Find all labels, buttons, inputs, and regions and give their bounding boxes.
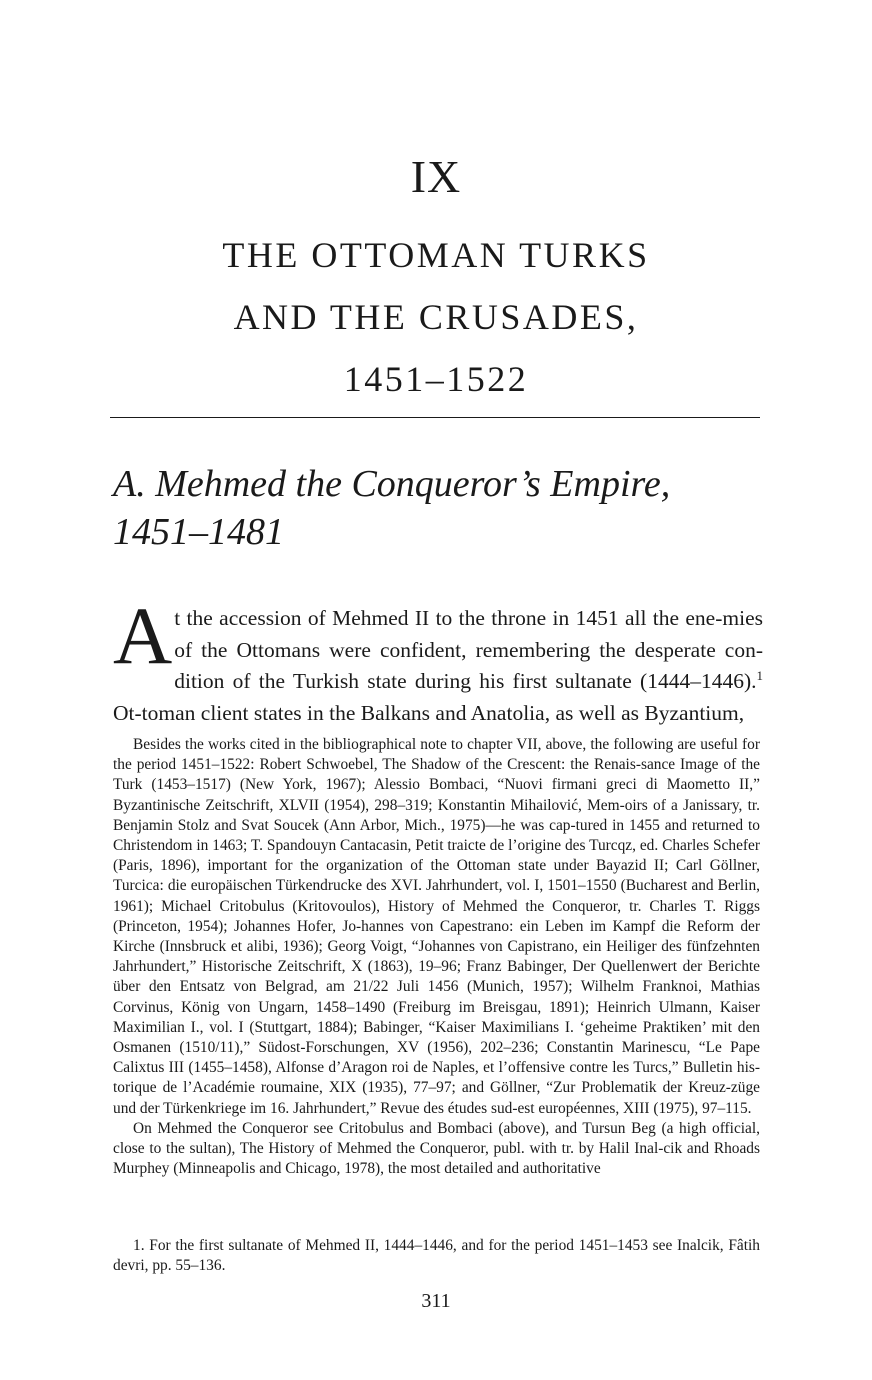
drop-cap: A bbox=[113, 590, 173, 681]
chapter-title-line-3: 1451–1522 bbox=[343, 359, 529, 399]
section-title bbox=[113, 460, 763, 556]
chapter-title bbox=[0, 224, 872, 410]
bibliographical-note-paragraph-1: Besides the works cited in the bibliographical note to chapter VII, above, the following are useful for the period 1451–1522: Robert Schwoebel, The Shadow of the Crescent: the Renais-sance Image of the Turk (1453–1517) (New York, 1967); Alessio Bombaci, “Nuovi firmani greci di Maometto II,” Byzantinische Zeitschrift, XLVII (1954), 298–319; Konstantin Mihailović, Mem-oirs of a Janissary, tr. Benjamin Stolz and Svat Soucek (Ann Arbor, Mich., 1975)—he was cap-tured in 1455 and returned to Christendom in 1463; T. Spandouyn Cantacasin, Petit traicte de l’origine des Turcqz, ed. Charles Schefer (Paris, 1896), important for the organization of the Ottoman state under Bayazid II; Carl Göllner, Turcica: die europäischen Türkendrucke des XVI. Jahrhundert, vol. I, 1501–1550 (Bucharest and Berlin, 1961); Michael Critobulus (Kritovoulos), History of Mehmed the Conqueror, tr. Charles T. Riggs (Princeton, 1954); Johannes Hofer, Jo-hannes von Capestrano: ein Leben im Kampf die Reform der Kirche (Innsbruck et alibi, 1936); Georg Voigt, “Johannes von Capistrano, ein Heiliger des fünfzehnten Jahrhundert,” Historische Zeitschrift, X (1863), 19–96; Franz Babinger, Der Quellenwert der Berichte über den Entsatz von Belgrad, am 21/22 Juli 1456 (Munich, 1957); Wilhelm Franknoi, Mathias Corvinus, König von Ungarn, 1458–1490 (Freiburg im Breisgau, 1891); Heinrich Ulmann, Kaiser Maximilian I., vol. I (Stuttgart, 1884); Babinger, “Kaiser Maximilians I. ‘geheime Praktiken’ mit den Osmanen (1510/11),” Südost-Forschungen, XV (1956), 202–236; Constantin Marinescu, “Le Pape Calixtus III (1455–1458), Alfonse d’Aragon roi de Naples, et l’offensive contre les Turcs,” Bulletin his-torique de l’Académie roumaine, XIX (1935), 77–97; and Göllner, “Zur Problematik der Kreuz-züge und der Türkenkriege im 16. Jahrhundert,” Revue des études sud-est européennes, XIII (1975), 97–115. bbox=[113, 736, 760, 1117]
section-title-line-2: 1451–1481 bbox=[113, 511, 284, 553]
body-text: t the accession of Mehmed II to the throne in 1451 all the ene-mies of the Ottomans were confident, remembering the desperate con-dition of the Turkish state during his first sultanate (1444–1446). bbox=[174, 606, 763, 693]
bibliographical-note-paragraph-2: On Mehmed the Conqueror see Critobulus and Bombaci (above), and Tursun Beg (a high official, close to the sultan), The History of Mehmed the Conqueror, publ. with tr. by Halil Inal-cik and Rhoads Murphey (Minneapolis and Chicago, 1978), the most detailed and authoritative bbox=[113, 1119, 760, 1178]
bibliographical-note bbox=[113, 735, 760, 1179]
section-title-line-1: A. Mehmed the Conqueror’s Empire, bbox=[113, 463, 671, 505]
footnote-text: For the first sultanate of Mehmed II, 1444–1446, and for the period 1451–1453 see Inalcik, Fâtih devri, pp. 55–136. bbox=[113, 1237, 760, 1275]
title-divider bbox=[110, 417, 760, 418]
footnote-reference[interactable]: 1 bbox=[756, 667, 763, 683]
body-text-continued: Ot-toman client states in the Balkans and Anatolia, as well as Byzantium, bbox=[113, 700, 745, 725]
chapter-title-line-1: THE OTTOMAN TURKS bbox=[222, 235, 650, 275]
chapter-number: IX bbox=[410, 151, 462, 202]
chapter-title-line-2: AND THE CRUSADES, bbox=[233, 297, 639, 337]
page-number: 311 bbox=[421, 1290, 451, 1312]
body-paragraph bbox=[113, 590, 763, 729]
footnote bbox=[113, 1236, 760, 1276]
footnote-number: 1. bbox=[133, 1237, 145, 1254]
